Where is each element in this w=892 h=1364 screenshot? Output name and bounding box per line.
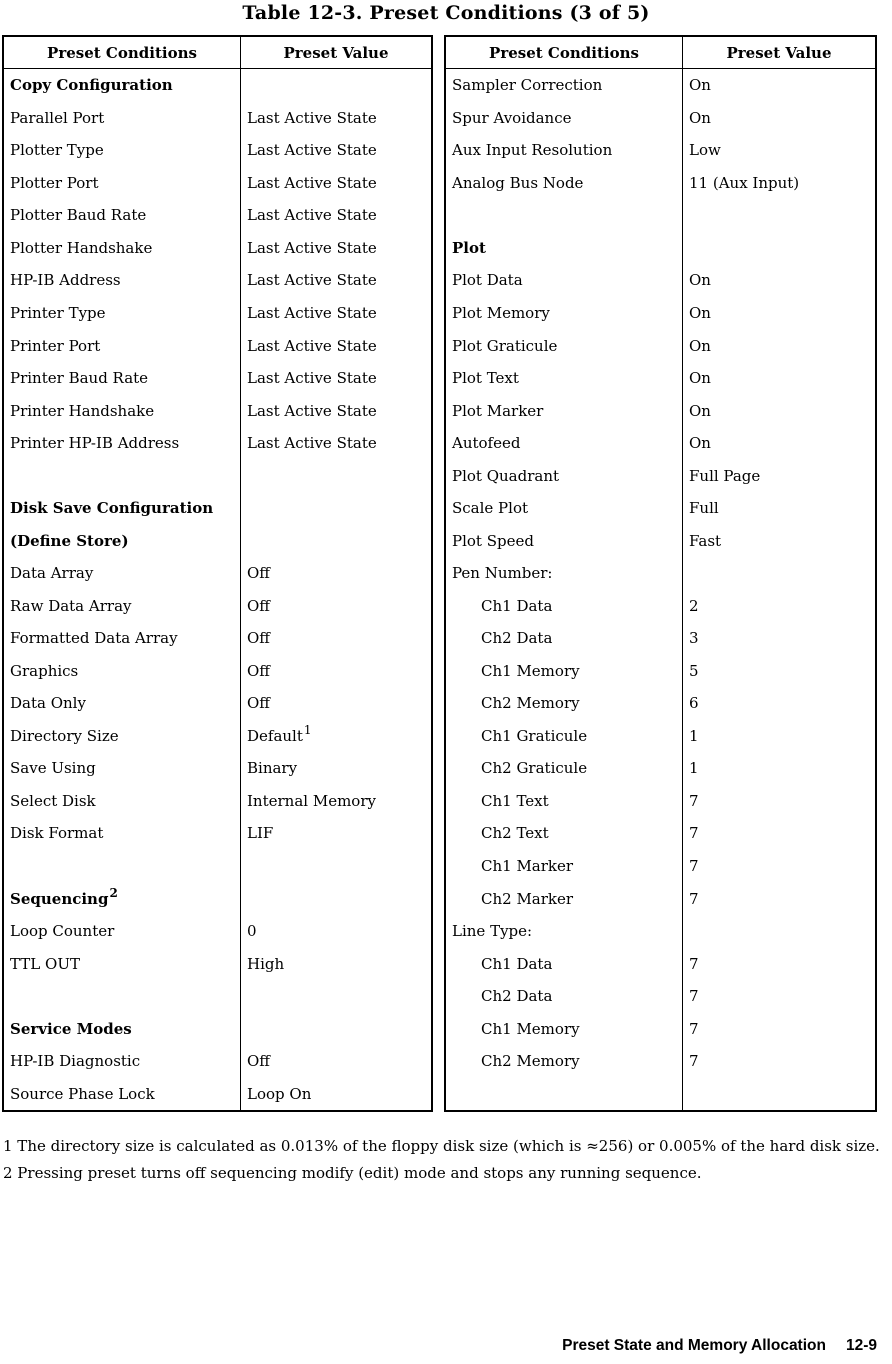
condition-cell: Ch1 Memory	[446, 1012, 683, 1045]
value-cell	[683, 557, 875, 590]
table-row	[446, 329, 875, 362]
value-cell: 7	[689, 791, 699, 810]
value-cell	[241, 980, 431, 1013]
value-cell	[241, 492, 431, 525]
table-row	[446, 687, 875, 720]
condition-cell: Printer HP-IB Address	[4, 427, 241, 460]
table-body-right	[446, 69, 875, 1110]
condition-cell: Plotter Port	[4, 167, 241, 200]
condition-cell: Plotter Handshake	[4, 232, 241, 265]
value-cell: 0	[247, 922, 257, 941]
value-cell: Binary	[247, 759, 298, 778]
condition-cell: Printer Port	[4, 329, 241, 362]
value-cell	[241, 459, 431, 492]
table-row	[446, 850, 875, 883]
table-row	[446, 947, 875, 980]
condition-cell: Ch1 Data	[446, 947, 683, 980]
value-cell	[683, 199, 875, 232]
table-row	[446, 622, 875, 655]
condition-cell	[4, 459, 241, 492]
condition-cell: Directory Size	[4, 720, 241, 753]
condition-cell: Disk Format	[4, 817, 241, 850]
table-row	[446, 264, 875, 297]
value-cell: Last Active State	[247, 108, 377, 127]
value-cell: On	[689, 303, 711, 322]
condition-cell: HP-IB Diagnostic	[4, 1045, 241, 1078]
condition-cell: Source Phase Lock	[4, 1077, 241, 1110]
table-row	[4, 687, 431, 720]
condition-cell: Ch1 Marker	[446, 850, 683, 883]
table-row	[4, 590, 431, 623]
table-row	[446, 459, 875, 492]
table-row	[4, 102, 431, 135]
preset-table-right	[444, 35, 877, 1112]
condition-cell: HP-IB Address	[4, 264, 241, 297]
table-row	[4, 947, 431, 980]
value-cell: 7	[689, 1019, 699, 1038]
table-row	[446, 557, 875, 590]
table-header-row	[446, 37, 875, 69]
value-cell: On	[689, 369, 711, 388]
table-row	[446, 297, 875, 330]
table-row	[4, 394, 431, 427]
condition-cell: Ch2 Marker	[446, 882, 683, 915]
value-cell: Last Active State	[247, 369, 377, 388]
table-row	[4, 915, 431, 948]
value-cell: On	[689, 401, 711, 420]
condition-cell: Analog Bus Node	[446, 167, 683, 200]
value-cell: 5	[689, 661, 699, 680]
value-cell	[683, 232, 875, 265]
page-footer	[562, 1337, 877, 1355]
table-row	[446, 69, 875, 102]
preset-table-left	[2, 35, 433, 1112]
condition-cell: Save Using	[4, 752, 241, 785]
table-row	[446, 882, 875, 915]
condition-cell: Data Array	[4, 557, 241, 590]
condition-cell: Plotter Type	[4, 134, 241, 167]
table-row	[446, 167, 875, 200]
condition-cell: Raw Data Array	[4, 590, 241, 623]
table-row	[4, 362, 431, 395]
table-row	[4, 329, 431, 362]
condition-cell	[4, 980, 241, 1013]
value-cell: 7	[689, 889, 699, 908]
value-cell: Off	[247, 564, 270, 583]
value-cell: Off	[247, 1052, 270, 1071]
condition-cell: Formatted Data Array	[4, 622, 241, 655]
value-cell: Default $^1$	[247, 722, 312, 745]
value-cell: Full	[689, 499, 719, 518]
value-cell: Last Active State	[247, 141, 377, 160]
value-cell: 7	[689, 857, 699, 876]
table-row	[4, 655, 431, 688]
table-row	[4, 232, 431, 265]
value-cell: Last Active State	[247, 206, 377, 225]
condition-cell: Plot Memory	[446, 297, 683, 330]
header-preset-value: Preset Value	[726, 43, 832, 62]
value-cell: Loop On	[247, 1084, 312, 1103]
condition-cell: Printer Handshake	[4, 394, 241, 427]
footer-section-title: Preset State and Memory Allocation	[562, 1337, 826, 1354]
condition-cell: Sequencing $^2$	[4, 882, 241, 915]
value-cell: 7	[689, 1052, 699, 1071]
value-cell: On	[689, 76, 711, 95]
condition-cell: Line Type:	[446, 915, 683, 948]
table-row	[446, 590, 875, 623]
condition-cell: Printer Type	[4, 297, 241, 330]
table-row	[4, 459, 431, 492]
table-row	[4, 980, 431, 1013]
condition-cell: TTL OUT	[4, 947, 241, 980]
value-cell: Full Page	[689, 466, 761, 485]
value-cell: 7	[689, 954, 699, 973]
condition-cell	[4, 850, 241, 883]
footer-page-number: 12-9	[845, 1337, 877, 1354]
table-row	[4, 427, 431, 460]
table-header-row	[4, 37, 431, 69]
value-cell	[241, 1012, 431, 1045]
table-row	[446, 102, 875, 135]
value-cell: LIF	[247, 824, 274, 843]
value-cell: On	[689, 108, 711, 127]
value-cell: 7	[689, 987, 699, 1006]
table-row	[446, 1077, 875, 1110]
value-cell: On	[689, 336, 711, 355]
table-row	[446, 427, 875, 460]
condition-cell: Sampler Correction	[446, 69, 683, 102]
table-row	[446, 199, 875, 232]
table-row	[446, 752, 875, 785]
value-cell	[241, 524, 431, 557]
value-cell: Last Active State	[247, 336, 377, 355]
table-row	[4, 199, 431, 232]
condition-cell: Graphics	[4, 655, 241, 688]
value-cell: 3	[689, 629, 699, 648]
table-row	[446, 655, 875, 688]
value-cell	[683, 915, 875, 948]
table-row	[446, 915, 875, 948]
table-row	[4, 785, 431, 818]
table-row	[446, 980, 875, 1013]
condition-cell: Scale Plot	[446, 492, 683, 525]
table-row	[4, 752, 431, 785]
condition-cell: Ch1 Data	[446, 590, 683, 623]
table-row	[446, 232, 875, 265]
value-cell: Last Active State	[247, 434, 377, 453]
table-row	[4, 1012, 431, 1045]
value-cell: Low	[689, 141, 721, 160]
table-row	[4, 297, 431, 330]
condition-cell: Service Modes	[4, 1012, 241, 1045]
table-row	[446, 524, 875, 557]
table-row	[4, 1045, 431, 1078]
condition-cell: Spur Avoidance	[446, 102, 683, 135]
table-row	[4, 557, 431, 590]
condition-cell: Plot Marker	[446, 394, 683, 427]
table-row	[4, 167, 431, 200]
value-cell: Off	[247, 694, 270, 713]
footnotes	[3, 1133, 889, 1187]
value-cell	[241, 850, 431, 883]
table-row	[446, 134, 875, 167]
condition-cell: Plot Speed	[446, 524, 683, 557]
condition-cell: Aux Input Resolution	[446, 134, 683, 167]
condition-cell: Plot Text	[446, 362, 683, 395]
table-row	[4, 69, 431, 102]
table-row	[446, 720, 875, 753]
table-row	[446, 394, 875, 427]
value-cell	[241, 882, 431, 915]
condition-cell: Ch1 Graticule	[446, 720, 683, 753]
value-cell	[241, 69, 431, 102]
table-title: Table 12-3. Preset Conditions (3 of 5)	[242, 2, 650, 24]
condition-cell: Plot	[446, 232, 683, 265]
condition-cell	[446, 199, 683, 232]
value-cell: 7	[689, 824, 699, 843]
table-row	[4, 134, 431, 167]
table-row	[4, 882, 431, 915]
value-cell: 2	[689, 596, 699, 615]
table-row	[446, 362, 875, 395]
value-cell: Last Active State	[247, 173, 377, 192]
table-row	[446, 1045, 875, 1078]
table-row	[4, 817, 431, 850]
table-row	[4, 1077, 431, 1110]
condition-cell: Ch1 Memory	[446, 655, 683, 688]
condition-cell: Pen Number:	[446, 557, 683, 590]
condition-cell: Select Disk	[4, 785, 241, 818]
value-cell: 1	[689, 726, 699, 745]
table-row	[4, 850, 431, 883]
condition-cell: Ch2 Graticule	[446, 752, 683, 785]
value-cell: Last Active State	[247, 271, 377, 290]
value-cell: Last Active State	[247, 303, 377, 322]
table-row	[446, 1012, 875, 1045]
condition-cell: Disk Save Configuration	[4, 492, 241, 525]
condition-cell: Plotter Baud Rate	[4, 199, 241, 232]
condition-cell: Autofeed	[446, 427, 683, 460]
condition-cell: Ch2 Data	[446, 980, 683, 1013]
table-row	[4, 524, 431, 557]
value-cell: Last Active State	[247, 238, 377, 257]
condition-cell: Printer Baud Rate	[4, 362, 241, 395]
value-cell: Fast	[689, 531, 722, 550]
condition-cell: Loop Counter	[4, 915, 241, 948]
value-cell	[683, 1077, 875, 1110]
condition-cell	[446, 1077, 683, 1110]
table-row	[4, 492, 431, 525]
condition-cell: Plot Quadrant	[446, 459, 683, 492]
value-cell: 1	[689, 759, 699, 778]
condition-cell: Copy Configuration	[4, 69, 241, 102]
table-row	[446, 817, 875, 850]
table-row	[446, 492, 875, 525]
header-preset-conditions: Preset Conditions	[446, 37, 683, 68]
condition-cell: Data Only	[4, 687, 241, 720]
condition-cell: Parallel Port	[4, 102, 241, 135]
condition-cell: Ch2 Memory	[446, 687, 683, 720]
table-row	[4, 264, 431, 297]
condition-cell: Ch2 Text	[446, 817, 683, 850]
value-cell: High	[247, 954, 285, 973]
value-cell: On	[689, 434, 711, 453]
condition-cell: Plot Graticule	[446, 329, 683, 362]
header-preset-conditions: Preset Conditions	[4, 37, 241, 68]
value-cell: Internal Memory	[247, 791, 376, 810]
table-row	[4, 622, 431, 655]
condition-cell: Ch2 Memory	[446, 1045, 683, 1078]
value-cell: Last Active State	[247, 401, 377, 420]
condition-cell: Ch1 Text	[446, 785, 683, 818]
footnote-1: 1 The directory size is calculated as 0.013% of the floppy disk size (which is ≈256) or 0.005% of the hard disk size.	[3, 1137, 880, 1155]
condition-cell: Plot Data	[446, 264, 683, 297]
value-cell: Off	[247, 661, 270, 680]
value-cell: Off	[247, 629, 270, 648]
header-preset-value: Preset Value	[283, 43, 389, 62]
value-cell: On	[689, 271, 711, 290]
value-cell: 11 (Aux Input)	[689, 173, 800, 192]
footnote-2: 2 Pressing preset turns off sequencing modify (edit) mode and stops any running sequence.	[3, 1164, 702, 1182]
condition-cell: (Define Store)	[4, 524, 241, 557]
table-row	[446, 785, 875, 818]
condition-cell: Ch2 Data	[446, 622, 683, 655]
value-cell: Off	[247, 596, 270, 615]
value-cell: 6	[689, 694, 699, 713]
table-row	[4, 720, 431, 753]
table-body-left	[4, 69, 431, 1110]
